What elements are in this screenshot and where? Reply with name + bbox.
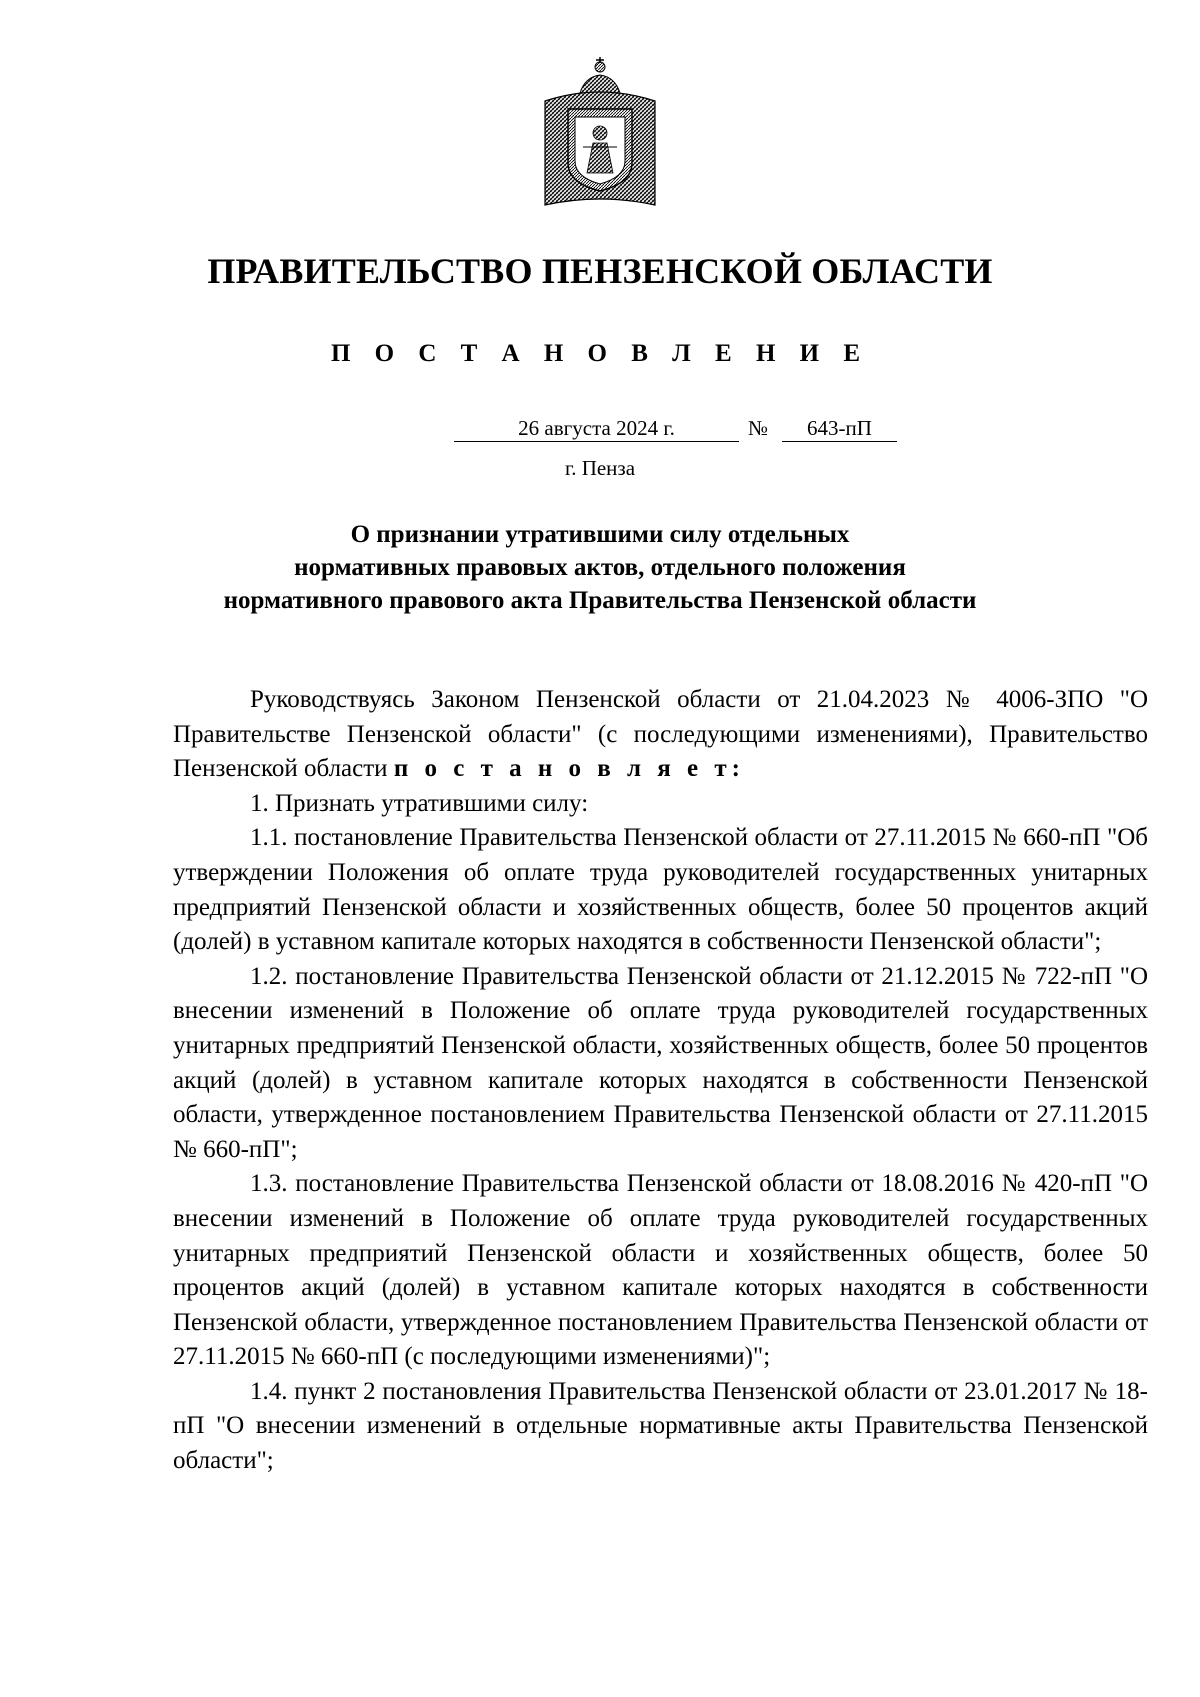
document-title (0, 518, 1200, 617)
date-number-line (0, 416, 1200, 446)
coat-of-arms-emblem (535, 55, 665, 215)
document-date: 26 августа 2024 г. (454, 416, 739, 442)
document-kind: П О С Т А Н О В Л Е Н И Е (330, 340, 870, 367)
paragraph-1: 1. Признать утратившими силу: (250, 789, 589, 817)
title-line: нормативных правовых актов, отдельного положения (294, 554, 906, 581)
title-line: О признании утратившими силу отдельных (350, 521, 850, 548)
paragraph-1-3: 1.3. постановление Правительства Пензенской области от 18.08.2016 № 420-пП "О внесении изменений в Положение об оплате труда руководителей государственных унитарных предприятий Пензенской области и хозяйственных обществ, более 50 процентов акций (долей) в уставном капитале которых находятся в собственности Пензенской области, утвержденное постановлением Правительства Пензенской области от 27.11.2015 № 660-пП (с последующими изменениями)"; (173, 1170, 1148, 1371)
number-sign: № (748, 416, 769, 440)
government-name: ПРАВИТЕЛЬСТВО ПЕНЗЕНСКОЙ ОБЛАСТИ (207, 251, 993, 291)
paragraph-1-4: 1.4. пункт 2 постановления Правительства Пензенской области от 23.01.2017 № 18-пП "О внесении изменений в отдельные нормативные акты Правительства Пензенской области"; (173, 1377, 1148, 1475)
document-body (173, 683, 1148, 1479)
city: г. Пенза (564, 456, 636, 480)
paragraph-1-2: 1.2. постановление Правительства Пензенской области от 21.12.2015 № 722-пП "О внесении изменений в Положение об оплате труда руководителей государственных унитарных предприятий Пензенской области, хозяйственных обществ, более 50 процентов акций (долей) в уставном капитале которых находятся в собственности Пензенской области, утвержденное постановлением Правительства Пензенской области от 27.11.2015 № 660-пП"; (173, 962, 1148, 1163)
paragraph-1-1: 1.1. постановление Правительства Пензенской области от 27.11.2015 № 660-пП "Об утверждении Положения об оплате труда руководителей государственных унитарных предприятий Пензенской области и хозяйственных обществ, более 50 процентов акций (долей) в уставном капитале которых находятся в собственности Пензенской области"; (173, 824, 1148, 956)
decree-word: п о с т а н о в л я е т: (393, 755, 746, 783)
document-number: 643-пП (782, 416, 897, 442)
title-line: нормативного правового акта Правительства Пензенской области (223, 587, 977, 614)
intro-text: Руководствуясь Законом Пензенской области от 21.04.2023 № 4006-ЗПО "О Правительстве Пензенской области" (с последующими изменениями), Правительство Пензенской области (173, 686, 1148, 783)
emblem-graphic (535, 55, 665, 215)
intro-paragraph (173, 683, 1148, 787)
